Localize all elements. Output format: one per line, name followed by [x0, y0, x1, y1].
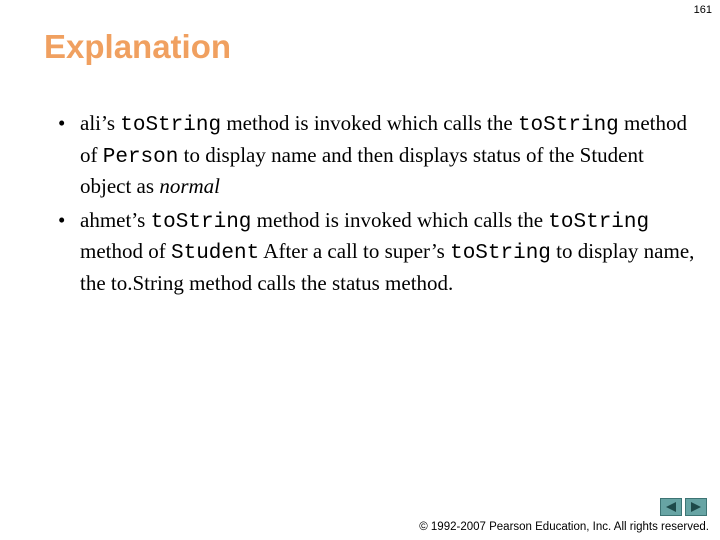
bullet-text-part: method of — [80, 111, 688, 167]
right-triangle-icon — [689, 501, 703, 513]
bullet-list — [58, 109, 698, 302]
bullet-item — [58, 109, 698, 202]
bullet-text-part: method is invoked which calls the — [221, 111, 518, 135]
bullet-icon: • — [58, 111, 66, 135]
bullet-text-part: method of — [80, 239, 171, 263]
page-title: Explanation — [44, 28, 232, 65]
bullet-item — [58, 206, 698, 299]
previous-slide-button[interactable] — [660, 498, 682, 516]
code-term: toString — [450, 242, 551, 265]
page-number: 161 — [693, 4, 712, 16]
code-term: toString — [548, 210, 650, 234]
emphasized-term: normal — [159, 174, 220, 198]
left-triangle-icon — [664, 501, 678, 513]
bullet-text-part: ali’s — [80, 111, 121, 135]
bullet-text-part: method is invoked which calls the — [251, 207, 549, 232]
bullet-text-part: to display name and then displays status of the Student object as — [80, 142, 644, 198]
bullet-text-part: to display name, the to.String method calls the status method. — [80, 239, 695, 295]
copyright-icon: © — [419, 521, 428, 533]
bullet-text-part: After a call to super’s — [259, 239, 451, 263]
next-slide-button[interactable] — [685, 498, 707, 516]
bullet-icon: • — [58, 207, 66, 232]
code-term: Person — [102, 145, 179, 169]
slide-navigation — [660, 498, 707, 516]
bullet-text-part: ahmet’s — [80, 207, 151, 232]
code-term: Student — [170, 242, 260, 265]
code-term: toString — [120, 114, 222, 137]
code-term: toString — [150, 210, 252, 234]
copyright-footer — [419, 521, 709, 533]
code-term: toString — [517, 114, 619, 137]
copyright-text: 1992-2007 Pearson Education, Inc. All rights reserved. — [427, 521, 709, 533]
